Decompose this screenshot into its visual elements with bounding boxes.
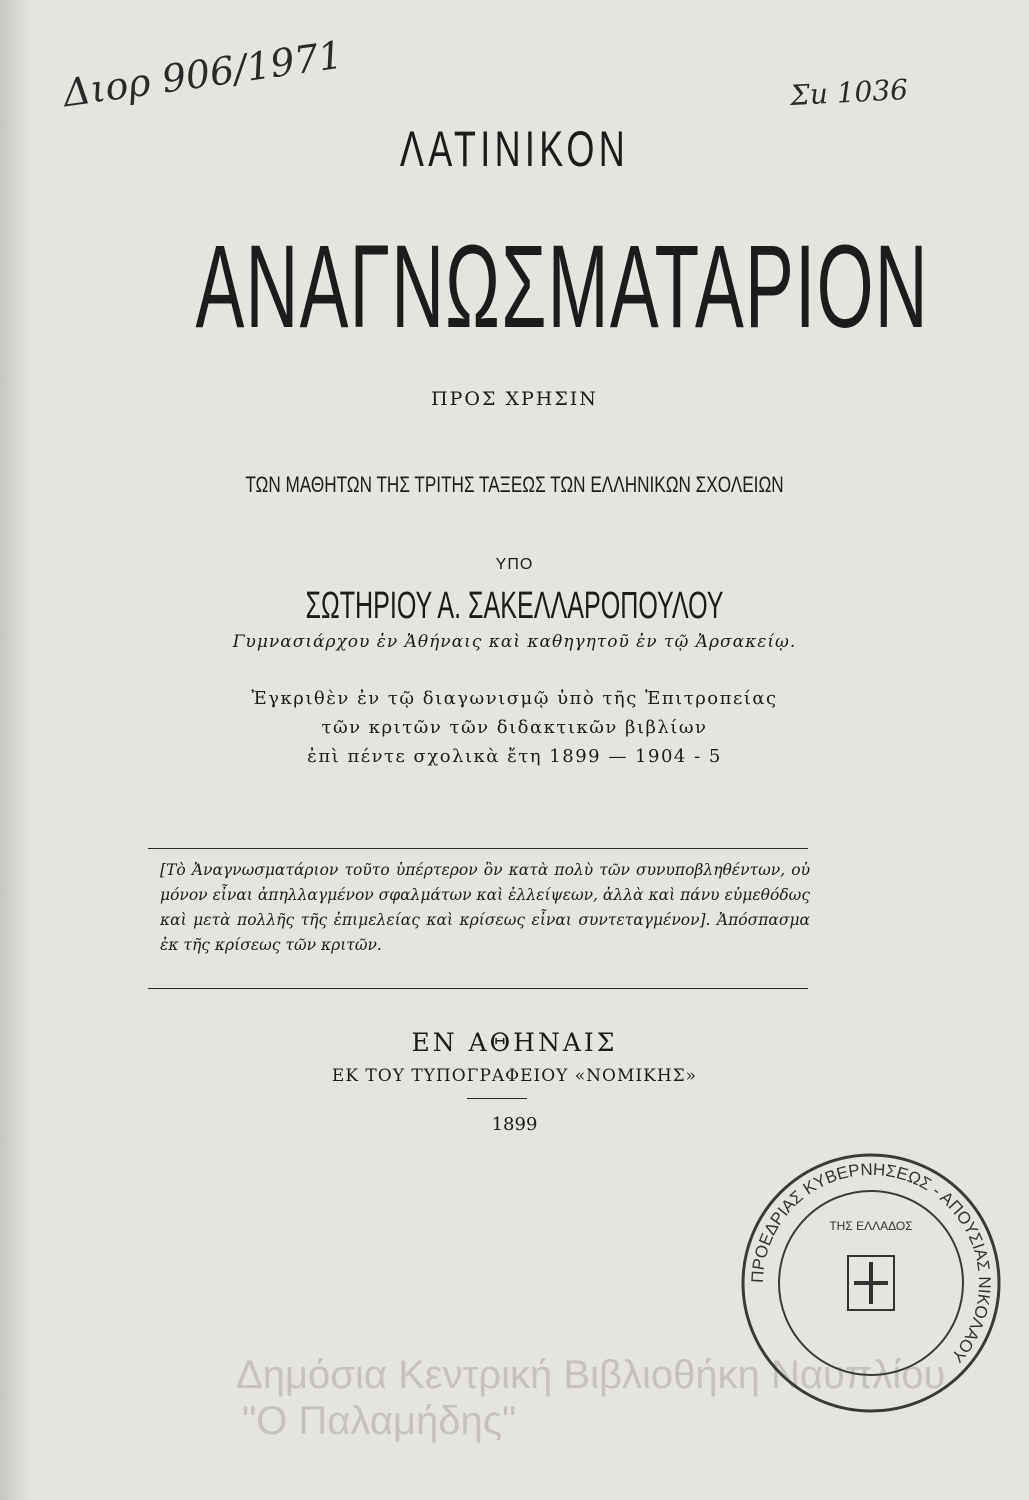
library-watermark-line-2: "Ο Παλαμήδης" — [242, 1399, 517, 1443]
divider-bottom — [148, 988, 808, 989]
approval-line-2: τῶν κριτῶν τῶν διδακτικῶν βιβλίων — [321, 717, 708, 738]
author-description: Γυμνασιάρχου ἐν Ἀθήναις καὶ καθηγητοῦ ἐν τῷ Ἀρσακείῳ. — [232, 632, 797, 652]
subtitle-purpose: ΠΡΟΣ ΧΡΗΣΙΝ — [431, 388, 598, 410]
approval-line-1: Ἐγκριθὲν ἐν τῷ διαγωνισμῷ ὑπὸ τῆς Ἐπιτροπείας — [251, 688, 778, 709]
imprint-year: 1899 — [491, 1114, 538, 1135]
library-stamp — [736, 1148, 1006, 1418]
imprint-city: ΕΝ ΑΘΗΝΑΙΣ — [411, 1028, 618, 1057]
handwritten-catalog-number: Σu 1036 — [789, 72, 909, 113]
imprint-printer: ΕΚ ΤΟΥ ΤΥΠΟΓΡΑΦΕΙΟΥ «ΝΟΜΙΚΗΣ» — [331, 1066, 698, 1086]
approval-line-3: ἐπὶ πέντε σχολικὰ ἔτη 1899 — 1904 - 5 — [307, 746, 722, 767]
author-by: ΥΠΟ — [495, 556, 534, 573]
author-name: ΣΩΤΗΡΙΟΥ Α. ΣΑΚΕΛΛΑΡΟΠΟΥΛΟΥ — [305, 585, 724, 627]
review-quote: [Τὸ Ἀναγνωσματάριον τοῦτο ὑπέρτερον ὂν κατὰ πολὺ τῶν συνυποβληθέντων, οὐ μόνον εἶναι ἀπηλλαγμένον σφαλμάτων καὶ ἐλλείψεων, ἀλλὰ καὶ πάνυ εὐμεθόδως καὶ μετὰ πολλῆς τῆς ἐπιμελείας καὶ κρίσεως εἶναι συντεταγμένον]. Ἀπόσπασμα ἐκ τῆς κρίσεως τῶν κριτῶν. — [160, 861, 810, 954]
handwritten-shelfmark: Διορ 906/1971 — [60, 32, 346, 116]
stamp-outer-text: ΠΡΟΕΔΡΙΑΣ ΚΥΒΕΡΝΗΣΕΩΣ - ΑΠΟΥΣΙΑΣ ΝΙΚΟΛΑΟΥ — [747, 1159, 995, 1366]
library-watermark-line-1: Δημόσια Κεντρική Βιβλιοθήκη Ναυπλίου — [236, 1353, 946, 1397]
imprint-divider — [467, 1098, 527, 1099]
title-small: ΛΑΤΙΝΙΚΟΝ — [399, 121, 630, 177]
divider-top — [148, 848, 808, 849]
page-title: ΑΝΑΓΝΩΣΜΑΤΑΡΙΟΝ — [195, 221, 929, 353]
stamp-inner-text: ΤΗΣ ΕΛΛΑΔΟΣ — [829, 1219, 913, 1233]
subtitle-audience: ΤΩΝ ΜΑΘΗΤΩΝ ΤΗΣ ΤΡΙΤΗΣ ΤΑΞΕΩΣ ΤΩΝ ΕΛΛΗΝΙΚΩΝ ΣΧΟΛΕΙΩΝ — [245, 472, 784, 497]
